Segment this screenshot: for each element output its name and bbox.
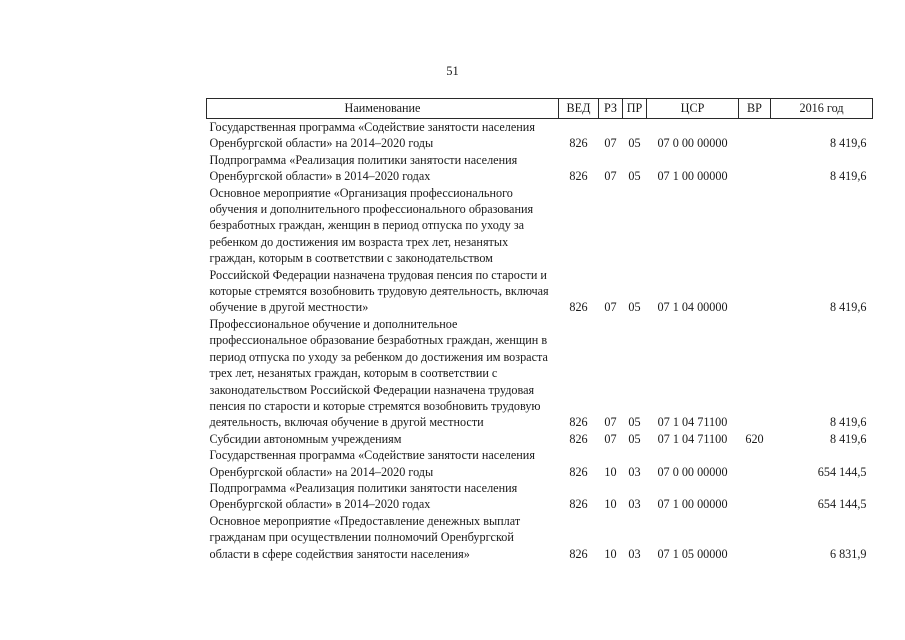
row-rz: 07 bbox=[604, 300, 617, 315]
header-vr: ВР bbox=[739, 99, 771, 119]
row-pr: 05 bbox=[628, 136, 641, 151]
header-pr: ПР bbox=[623, 99, 647, 119]
row-name: Основное мероприятие «Предоставление денежных выплат гражданам при осуществлении полномочий Оренбургской области в сфере содействия занятости населения» bbox=[209, 513, 521, 561]
table-row bbox=[207, 513, 873, 562]
row-vr bbox=[739, 513, 771, 562]
row-ved: 826 bbox=[569, 136, 588, 151]
row-rz: 10 bbox=[604, 497, 617, 512]
row-pr: 05 bbox=[628, 415, 641, 430]
page-number: 51 bbox=[446, 64, 459, 78]
table-row bbox=[207, 480, 873, 513]
row-csr: 07 1 04 00000 bbox=[657, 300, 728, 315]
row-name: Государственная программа «Содействие занятости населения Оренбургской области» на 2014–2020 годы bbox=[209, 120, 535, 151]
header-name: Наименование bbox=[207, 99, 559, 119]
row-vr bbox=[739, 316, 771, 431]
row-csr: 07 1 00 00000 bbox=[657, 497, 728, 512]
row-ved: 826 bbox=[569, 464, 588, 479]
row-rz: 10 bbox=[604, 464, 617, 479]
row-vr: 620 bbox=[745, 431, 764, 446]
row-name: Субсидии автономным учреждениям bbox=[209, 431, 402, 446]
row-pr: 03 bbox=[628, 546, 641, 561]
row-amount: 8 419,6 bbox=[829, 169, 867, 184]
row-ved: 826 bbox=[569, 546, 588, 561]
row-vr bbox=[739, 152, 771, 185]
row-rz: 07 bbox=[604, 431, 617, 446]
table-row bbox=[207, 119, 873, 152]
row-pr: 03 bbox=[628, 464, 641, 479]
row-vr bbox=[739, 447, 771, 480]
row-ved: 826 bbox=[569, 169, 588, 184]
row-ved: 826 bbox=[569, 300, 588, 315]
row-csr: 07 1 00 00000 bbox=[657, 169, 728, 184]
row-amount: 8 419,6 bbox=[829, 300, 867, 315]
header-ved: ВЕД bbox=[559, 99, 599, 119]
row-rz: 07 bbox=[604, 136, 617, 151]
row-ved: 826 bbox=[569, 497, 588, 512]
header-csr: ЦСР bbox=[647, 99, 739, 119]
row-pr: 05 bbox=[628, 431, 641, 446]
row-vr bbox=[739, 185, 771, 316]
row-amount: 8 419,6 bbox=[829, 431, 867, 446]
row-csr: 07 0 00 00000 bbox=[657, 464, 728, 479]
row-csr: 07 1 04 71100 bbox=[657, 431, 728, 446]
row-pr: 03 bbox=[628, 497, 641, 512]
row-vr bbox=[739, 480, 771, 513]
header-year: 2016 год bbox=[771, 99, 873, 119]
table-row bbox=[207, 431, 873, 447]
row-amount: 8 419,6 bbox=[829, 415, 867, 430]
budget-table bbox=[206, 98, 873, 562]
table-row bbox=[207, 447, 873, 480]
row-ved: 826 bbox=[569, 415, 588, 430]
row-csr: 07 0 00 00000 bbox=[657, 136, 728, 151]
row-amount: 8 419,6 bbox=[829, 136, 867, 151]
table-row bbox=[207, 152, 873, 185]
table-header-row bbox=[207, 99, 873, 119]
table-row bbox=[207, 185, 873, 316]
row-name: Подпрограмма «Реализация политики занятости населения Оренбургской области» в 2014–2020 годах bbox=[209, 152, 518, 184]
row-vr bbox=[739, 119, 771, 152]
row-ved: 826 bbox=[569, 431, 588, 446]
row-amount: 654 144,5 bbox=[817, 497, 867, 512]
row-rz: 10 bbox=[604, 546, 617, 561]
row-name: Профессиональное обучение и дополнительное профессиональное образование безработных граждан, женщин в период отпуска по уходу за ребенком до достижения им возраста трех лет, незанятых граждан, которым в соответствии с законодательством Российской Федерации назначена трудовая пенсия по старости и которые стремятся возобновить трудовую деятельность, включая обучение в другой местности bbox=[209, 316, 548, 430]
row-pr: 05 bbox=[628, 169, 641, 184]
row-csr: 07 1 05 00000 bbox=[657, 546, 728, 561]
row-rz: 07 bbox=[604, 415, 617, 430]
row-rz: 07 bbox=[604, 169, 617, 184]
row-csr: 07 1 04 71100 bbox=[657, 415, 728, 430]
row-amount: 654 144,5 bbox=[817, 464, 867, 479]
row-amount: 6 831,9 bbox=[829, 546, 867, 561]
row-name: Государственная программа «Содействие занятости населения Оренбургской области» на 2014–2020 годы bbox=[209, 448, 535, 479]
row-pr: 05 bbox=[628, 300, 641, 315]
row-name: Основное мероприятие «Организация профессионального обучения и дополнительного профессионального образования безработных граждан, женщин в период отпуска по уходу за ребенком до достижения им возраста трех лет, незанятых граждан, которым в соответствии с законодательством Российской Федерации назначена трудовая пенсия по старости и которые стремятся возобновить трудовую деятельность, включая обучение в другой местности» bbox=[209, 185, 549, 315]
header-rz: РЗ bbox=[599, 99, 623, 119]
table-row bbox=[207, 316, 873, 431]
row-name: Подпрограмма «Реализация политики занятости населения Оренбургской области» в 2014–2020 годах bbox=[209, 480, 518, 512]
